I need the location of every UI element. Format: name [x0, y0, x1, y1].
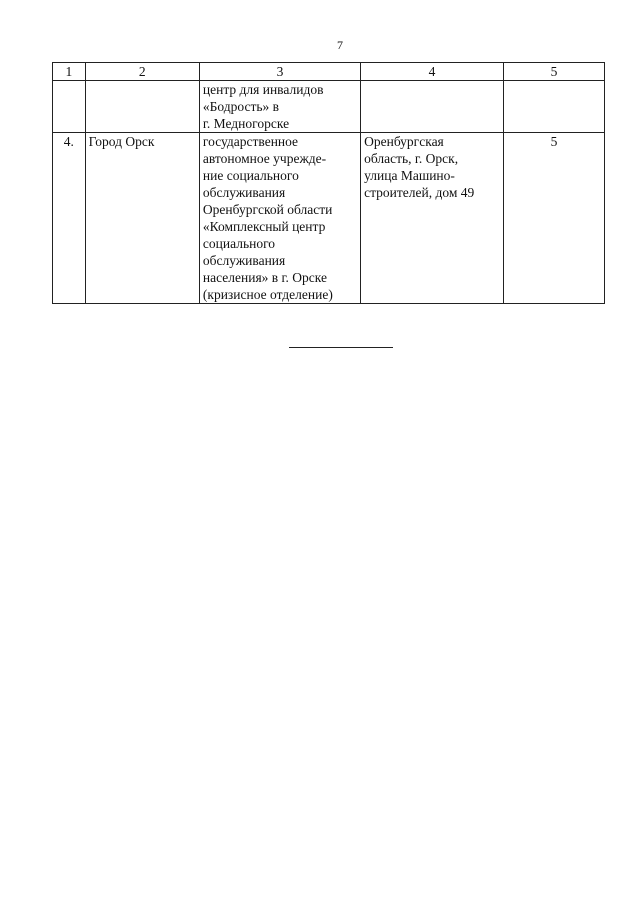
address-line: Оренбургская [364, 134, 444, 149]
address-cell [361, 133, 504, 304]
institution-line: населения» в г. Орске [202, 270, 328, 285]
capacity-cell [503, 81, 604, 133]
institution-line: «Комплексный центр [202, 219, 326, 234]
table-row [53, 133, 605, 304]
institution-line: ние социального [202, 168, 299, 183]
institution-line: социального [202, 236, 276, 251]
institution-line: государственное [202, 134, 299, 149]
institution-line: (кризисное отделение) [202, 287, 333, 302]
facilities-table [52, 62, 605, 304]
table-row [53, 81, 605, 133]
header-col-5: 5 [503, 63, 604, 81]
institution-line: автономное учрежде- [202, 151, 327, 166]
institution-line: г. Медногорске [202, 116, 290, 131]
table-header-row [53, 63, 605, 81]
address-line: улица Машино- [364, 168, 455, 183]
address-line: строителей, дом 49 [364, 185, 475, 200]
territory-cell [85, 81, 199, 133]
row-number-cell: 4. [53, 133, 86, 304]
address-cell [361, 81, 504, 133]
institution-cell [199, 133, 360, 304]
header-col-4: 4 [361, 63, 504, 81]
page-number: 7 [337, 38, 343, 52]
row-number-cell [53, 81, 86, 133]
institution-line: центр для инвалидов [202, 82, 324, 97]
institution-line: Оренбургской области [202, 202, 333, 217]
capacity-cell: 5 [503, 133, 604, 304]
end-of-document-divider [289, 347, 393, 348]
institution-line: «Бодрость» в [202, 99, 280, 114]
header-col-1: 1 [53, 63, 86, 81]
header-col-3: 3 [199, 63, 360, 81]
institution-line: обслуживания [202, 185, 286, 200]
address-line: область, г. Орск, [364, 151, 459, 166]
institution-line: обслуживания [202, 253, 286, 268]
header-col-2: 2 [85, 63, 199, 81]
institution-cell [199, 81, 360, 133]
territory-cell: Город Орск [85, 133, 199, 304]
